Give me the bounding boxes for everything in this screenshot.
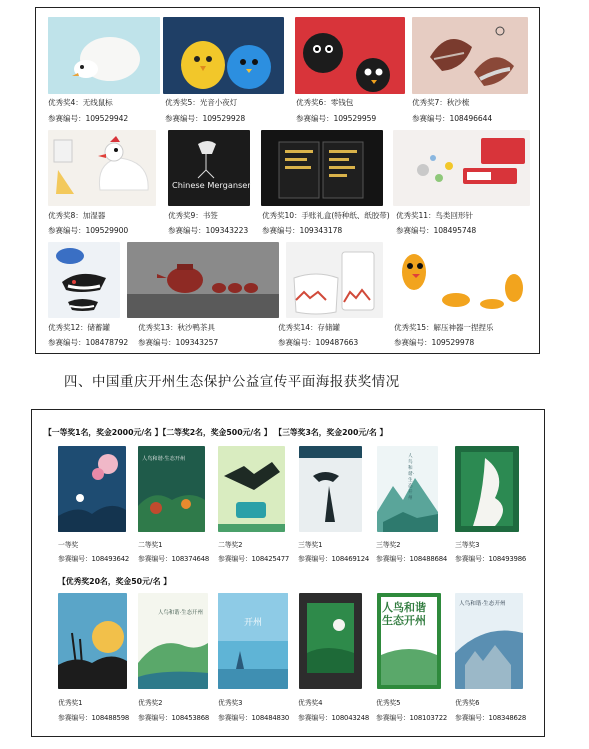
poster-label-third-3: 三等奖3 bbox=[455, 541, 480, 549]
poster-excellence-3-text: 开州 bbox=[244, 618, 263, 628]
poster-ref-second-2: 参赛编号：108425477 bbox=[218, 555, 290, 563]
poster-ref-third-1: 参赛编号：108469124 bbox=[298, 555, 370, 563]
product-ref-5: 参赛编号：109529928 bbox=[165, 114, 246, 123]
poster-label-excellence-3: 优秀奖3 bbox=[218, 699, 243, 707]
poster-excellence-3 bbox=[218, 593, 288, 689]
poster-third-prize-2-text: 人鸟和谐·生态开州 bbox=[408, 454, 415, 501]
poster-ref-excellence-1: 参赛编号：108488598 bbox=[58, 714, 130, 722]
poster-ref-excellence-4: 参赛编号：108043248 bbox=[298, 714, 370, 722]
award-row-1: 【一等奖1名，奖金2000元/名 】【二等奖2名，奖金500元/名 】 【三等奖3名，奖金200元/名 】 bbox=[44, 428, 388, 437]
product-award-12: 优秀奖12：储蓄罐 bbox=[48, 323, 110, 332]
product-image-piggy-bank bbox=[48, 242, 120, 318]
poster-label-excellence-6: 优秀奖6 bbox=[455, 699, 480, 707]
poster-label-excellence-5: 优秀奖5 bbox=[376, 699, 401, 707]
product-ref-9: 参赛编号：109343223 bbox=[168, 226, 249, 235]
section-title: 四、中国重庆开州生态保护公益宣传平面海报获奖情况 bbox=[64, 375, 400, 390]
product-ref-6: 参赛编号：109529959 bbox=[296, 114, 377, 123]
poster-label-second-2: 二等奖2 bbox=[218, 541, 243, 549]
poster-ref-first: 参赛编号：108493642 bbox=[58, 555, 130, 563]
product-image-tea-set bbox=[127, 242, 279, 318]
poster-label-third-1: 三等奖1 bbox=[298, 541, 323, 549]
product-award-14: 优秀奖14：存储罐 bbox=[278, 323, 340, 332]
product-image-wireless-mouse bbox=[48, 17, 160, 94]
product-award-11: 优秀奖11：鸟类回形针 bbox=[396, 211, 473, 220]
product-award-8: 优秀奖8：加湿器 bbox=[48, 211, 106, 220]
poster-label-excellence-1: 优秀奖1 bbox=[58, 699, 83, 707]
poster-label-excellence-4: 优秀奖4 bbox=[298, 699, 323, 707]
product-award-13: 优秀奖13：秋沙鸭茶具 bbox=[138, 323, 215, 332]
product-image-coin-purse bbox=[295, 17, 405, 94]
poster-ref-excellence-3: 参赛编号：108484830 bbox=[218, 714, 290, 722]
product-ref-15: 参赛编号：109529978 bbox=[394, 338, 475, 347]
product-ref-10: 参赛编号：109343178 bbox=[262, 226, 343, 235]
product-award-5: 优秀奖5：光音小夜灯 bbox=[165, 98, 238, 107]
product-image-bird-paperclips bbox=[393, 130, 530, 206]
product-award-4: 优秀奖4：无线鼠标 bbox=[48, 98, 113, 107]
poster-ref-second-1: 参赛编号：108374648 bbox=[138, 555, 210, 563]
poster-excellence-6-text: 人鸟和谐·生态开州 bbox=[459, 601, 506, 607]
product-ref-11: 参赛编号：108495748 bbox=[396, 226, 477, 235]
product-image-night-light bbox=[163, 17, 284, 94]
poster-second-prize-1-text: 人鸟和谐·生态开州 bbox=[142, 456, 186, 462]
poster-third-prize-1 bbox=[299, 446, 362, 532]
poster-excellence-4 bbox=[299, 593, 362, 689]
poster-label-third-2: 三等奖2 bbox=[376, 541, 401, 549]
product-award-15: 优秀奖15：解压神器一捏捏乐 bbox=[394, 323, 494, 332]
poster-label-excellence-2: 优秀奖2 bbox=[138, 699, 163, 707]
poster-second-prize-2 bbox=[218, 446, 285, 532]
product-ref-13: 参赛编号：109343257 bbox=[138, 338, 219, 347]
product-image-comb bbox=[412, 17, 528, 94]
bookmark-label: Chinese Merganser bbox=[172, 180, 251, 190]
product-image-bookmark bbox=[168, 130, 250, 206]
product-image-humidifier bbox=[48, 130, 156, 206]
product-ref-14: 参赛编号：109487663 bbox=[278, 338, 359, 347]
poster-ref-third-3: 参赛编号：108493986 bbox=[455, 555, 527, 563]
product-ref-8: 参赛编号：109529900 bbox=[48, 226, 129, 235]
poster-label-first: 一等奖 bbox=[58, 541, 79, 549]
poster-excellence-5-title1: 人鸟和谐 bbox=[382, 601, 426, 614]
product-ref-4: 参赛编号：109529942 bbox=[48, 114, 129, 123]
award-row-2: 【优秀奖20名，奖金50元/名 】 bbox=[58, 577, 172, 586]
poster-excellence-5-title2: 生态开州 bbox=[382, 614, 426, 627]
poster-ref-excellence-5: 参赛编号：108103722 bbox=[376, 714, 448, 722]
poster-excellence-2-text: 人鸟和谐·生态开州 bbox=[158, 610, 203, 616]
product-image-squeeze-toy bbox=[394, 242, 530, 318]
product-ref-7: 参赛编号：108496644 bbox=[412, 114, 493, 123]
product-award-9: 优秀奖9：书签 bbox=[168, 211, 218, 220]
product-award-7: 优秀奖7：秋沙梳 bbox=[412, 98, 470, 107]
product-ref-12: 参赛编号：108478792 bbox=[48, 338, 129, 347]
poster-third-prize-3 bbox=[455, 446, 519, 532]
product-image-storage-jar bbox=[286, 242, 383, 318]
poster-first-prize bbox=[58, 446, 126, 532]
poster-excellence-1 bbox=[58, 593, 127, 689]
poster-ref-third-2: 参赛编号：108488684 bbox=[376, 555, 448, 563]
poster-label-second-1: 二等奖1 bbox=[138, 541, 163, 549]
product-award-10: 优秀奖10：手账礼盒(特种纸、纸胶带) bbox=[262, 211, 390, 220]
product-award-6: 优秀奖6：零钱包 bbox=[296, 98, 354, 107]
poster-ref-excellence-6: 参赛编号：108348628 bbox=[455, 714, 527, 722]
product-image-journal-gift-box bbox=[261, 130, 383, 206]
poster-ref-excellence-2: 参赛编号：108453868 bbox=[138, 714, 210, 722]
